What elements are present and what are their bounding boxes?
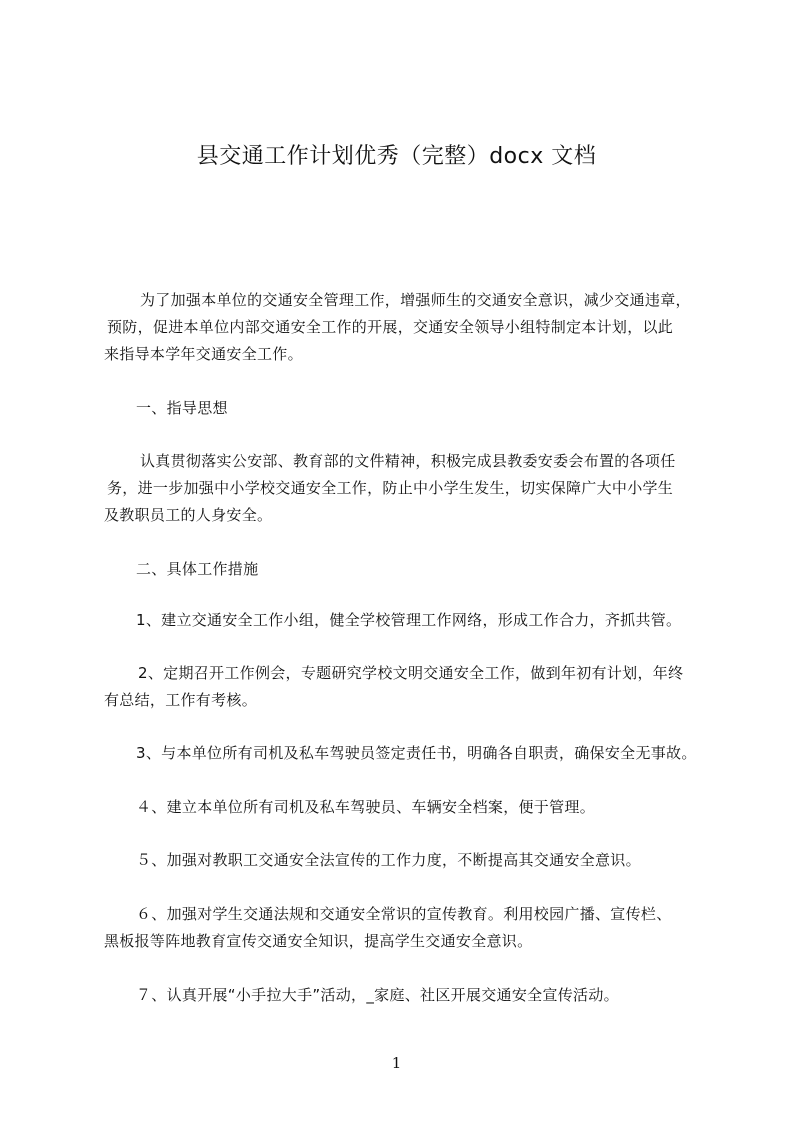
intro-line-1: 为了加强本单位的交通安全管理工作，增强师生的交通安全意识，减少交通违章， <box>140 291 691 309</box>
section1-paragraph <box>104 448 704 529</box>
section2-heading <box>136 556 736 583</box>
section1-line-2: 务，进一步加强中小学校交通安全工作，防止中小学生发生，切实保障广大中小学生 <box>107 479 674 497</box>
item-6-paragraph <box>104 901 704 955</box>
item-7-line-1: ７、认真开展“小手拉大手”活动，_家庭、社区开展交通安全宣传活动。 <box>136 986 619 1004</box>
item-3-paragraph <box>104 740 704 767</box>
item-2-line-1: 2、定期召开工作例会，专题研究学校文明交通安全工作，做到年初有计划，年终 <box>138 664 684 682</box>
section1-heading <box>136 395 736 422</box>
intro-paragraph <box>104 287 704 368</box>
page-number: 1 <box>391 1054 402 1072</box>
item-1-paragraph <box>104 607 704 634</box>
intro-line-2: 预防，促进本单位内部交通安全工作的开展，交通安全领导小组特制定本计划，以此 <box>107 318 674 336</box>
item-2-line-2: 有总结，工作有考核。 <box>104 691 258 709</box>
item-5-paragraph <box>104 847 704 874</box>
item-2-paragraph <box>104 660 704 714</box>
section1-line-1: 认真贯彻落实公安部、教育部的文件精神，积极完成县教委安委会布置的各项任 <box>140 452 676 470</box>
item-6-line-1: ６、加强对学生交通法规和交通安全常识的宣传教育。利用校园广播、宣传栏、 <box>136 905 672 923</box>
item-6-line-2: 黑板报等阵地教育宣传交通安全知识，提高学生交通安全意识。 <box>104 932 533 950</box>
intro-line-3: 来指导本学年交通安全工作。 <box>104 345 303 363</box>
section1-heading-text: 一、指导思想 <box>136 399 228 417</box>
document-title: 县交通工作计划优秀（完整）docx 文档 <box>196 144 597 169</box>
item-7-paragraph <box>104 982 704 1009</box>
item-5-line-1: ５、加强对教职工交通安全法宣传的工作力度，不断提高其交通安全意识。 <box>136 851 641 869</box>
item-4-paragraph <box>104 794 704 821</box>
section2-heading-text: 二、具体工作措施 <box>136 560 259 578</box>
item-3-line-1: 3、与本单位所有司机及私车驾驶员签定责任书，明确各自职责，确保安全无事故。 <box>136 744 697 762</box>
item-1-line-1: 1、建立交通安全工作小组，健全学校管理工作网络，形成工作合力，齐抓共管。 <box>136 611 682 629</box>
item-4-line-1: ４、建立本单位所有司机及私车驾驶员、车辆安全档案，便于管理。 <box>136 798 596 816</box>
section1-line-3: 及教职员工的人身安全。 <box>104 506 273 524</box>
